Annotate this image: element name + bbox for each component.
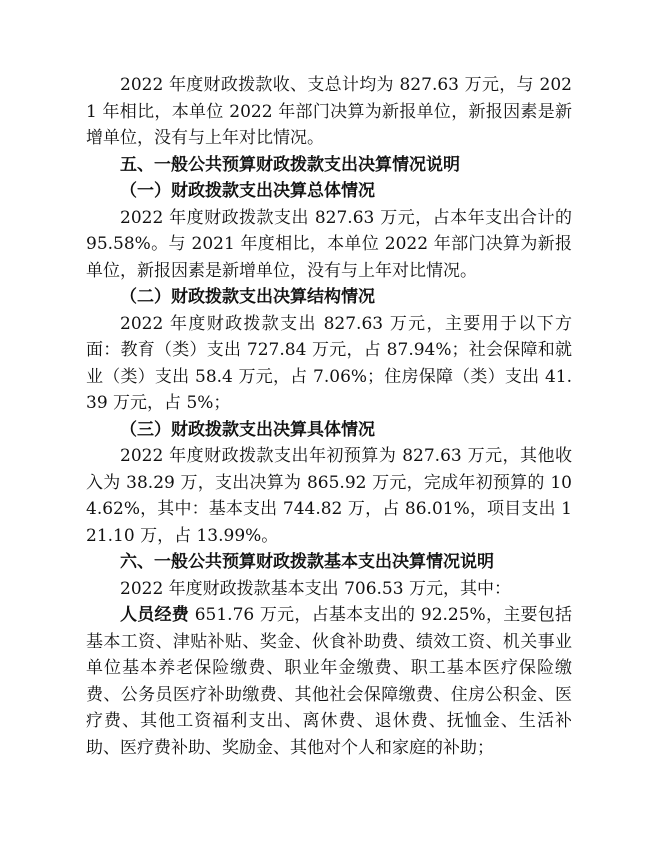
subsection-heading-5-2: （二）财政拨款支出决算结构情况	[120, 287, 375, 307]
paragraph-expense-overall: 2022 年度财政拨款支出 827.63 万元，占本年支出合计的 95.58%。与 2021 年度相比，本单位 2022 年部门决算为新报单位，新报因素是新增单位，没有与上年对比情况。	[86, 207, 572, 281]
personnel-expense-label: 人员经费	[120, 605, 190, 625]
paragraph-expense-structure: 2022 年度财政拨款支出 827.63 万元，主要用于以下方面：教育（类）支出 727.84 万元，占 87.94%；社会保障和就业（类）支出 58.4 万元，占 7.06%；住房保障（类）支出 41.39 万元，占 5%；	[86, 313, 572, 413]
paragraph-basic-expense: 2022 年度财政拨款基本支出 706.53 万元，其中：	[120, 578, 511, 599]
personnel-expense-text: 651.76 万元，占基本支出的 92.25%，主要包括基本工资、津贴补贴、奖金、伙食补助费、绩效工资、机关事业单位基本养老保险缴费、职业年金缴费、职工基本医疗保险缴费、公务员医疗补助缴费、其他社会保障缴费、住房公积金、医疗费、其他工资福利支出、离休费、退休费、抚恤金、生活补助、医疗费补助、奖励金、其他对个人和家庭的补助；	[86, 605, 573, 758]
section-heading-5: 五、一般公共预算财政拨款支出决算情况说明	[120, 154, 460, 175]
section-heading-6: 六、一般公共预算财政拨款基本支出决算情况说明	[120, 552, 494, 572]
paragraph-personnel-expense	[86, 602, 572, 761]
subsection-heading-5-1: （一）财政拨款支出决算总体情况	[120, 181, 375, 201]
paragraph-expense-detail: 2022 年度财政拨款支出年初预算为 827.63 万元，其他收入为 38.29 万，支出决算为 865.92 万元，完成年初预算的 104.62%，其中：基本支出 744.82 万，占 86.01%，项目支出 121.10 万，占 13.99%。	[86, 446, 572, 546]
document-page	[86, 72, 572, 761]
paragraph-total-income-expense: 2022 年度财政拨款收、支总计均为 827.63 万元，与 2021 年相比，本单位 2022 年部门决算为新报单位，新报因素是新增单位，没有与上年对比情况。	[86, 75, 572, 148]
subsection-heading-5-3: （三）财政拨款支出决算具体情况	[120, 419, 375, 440]
